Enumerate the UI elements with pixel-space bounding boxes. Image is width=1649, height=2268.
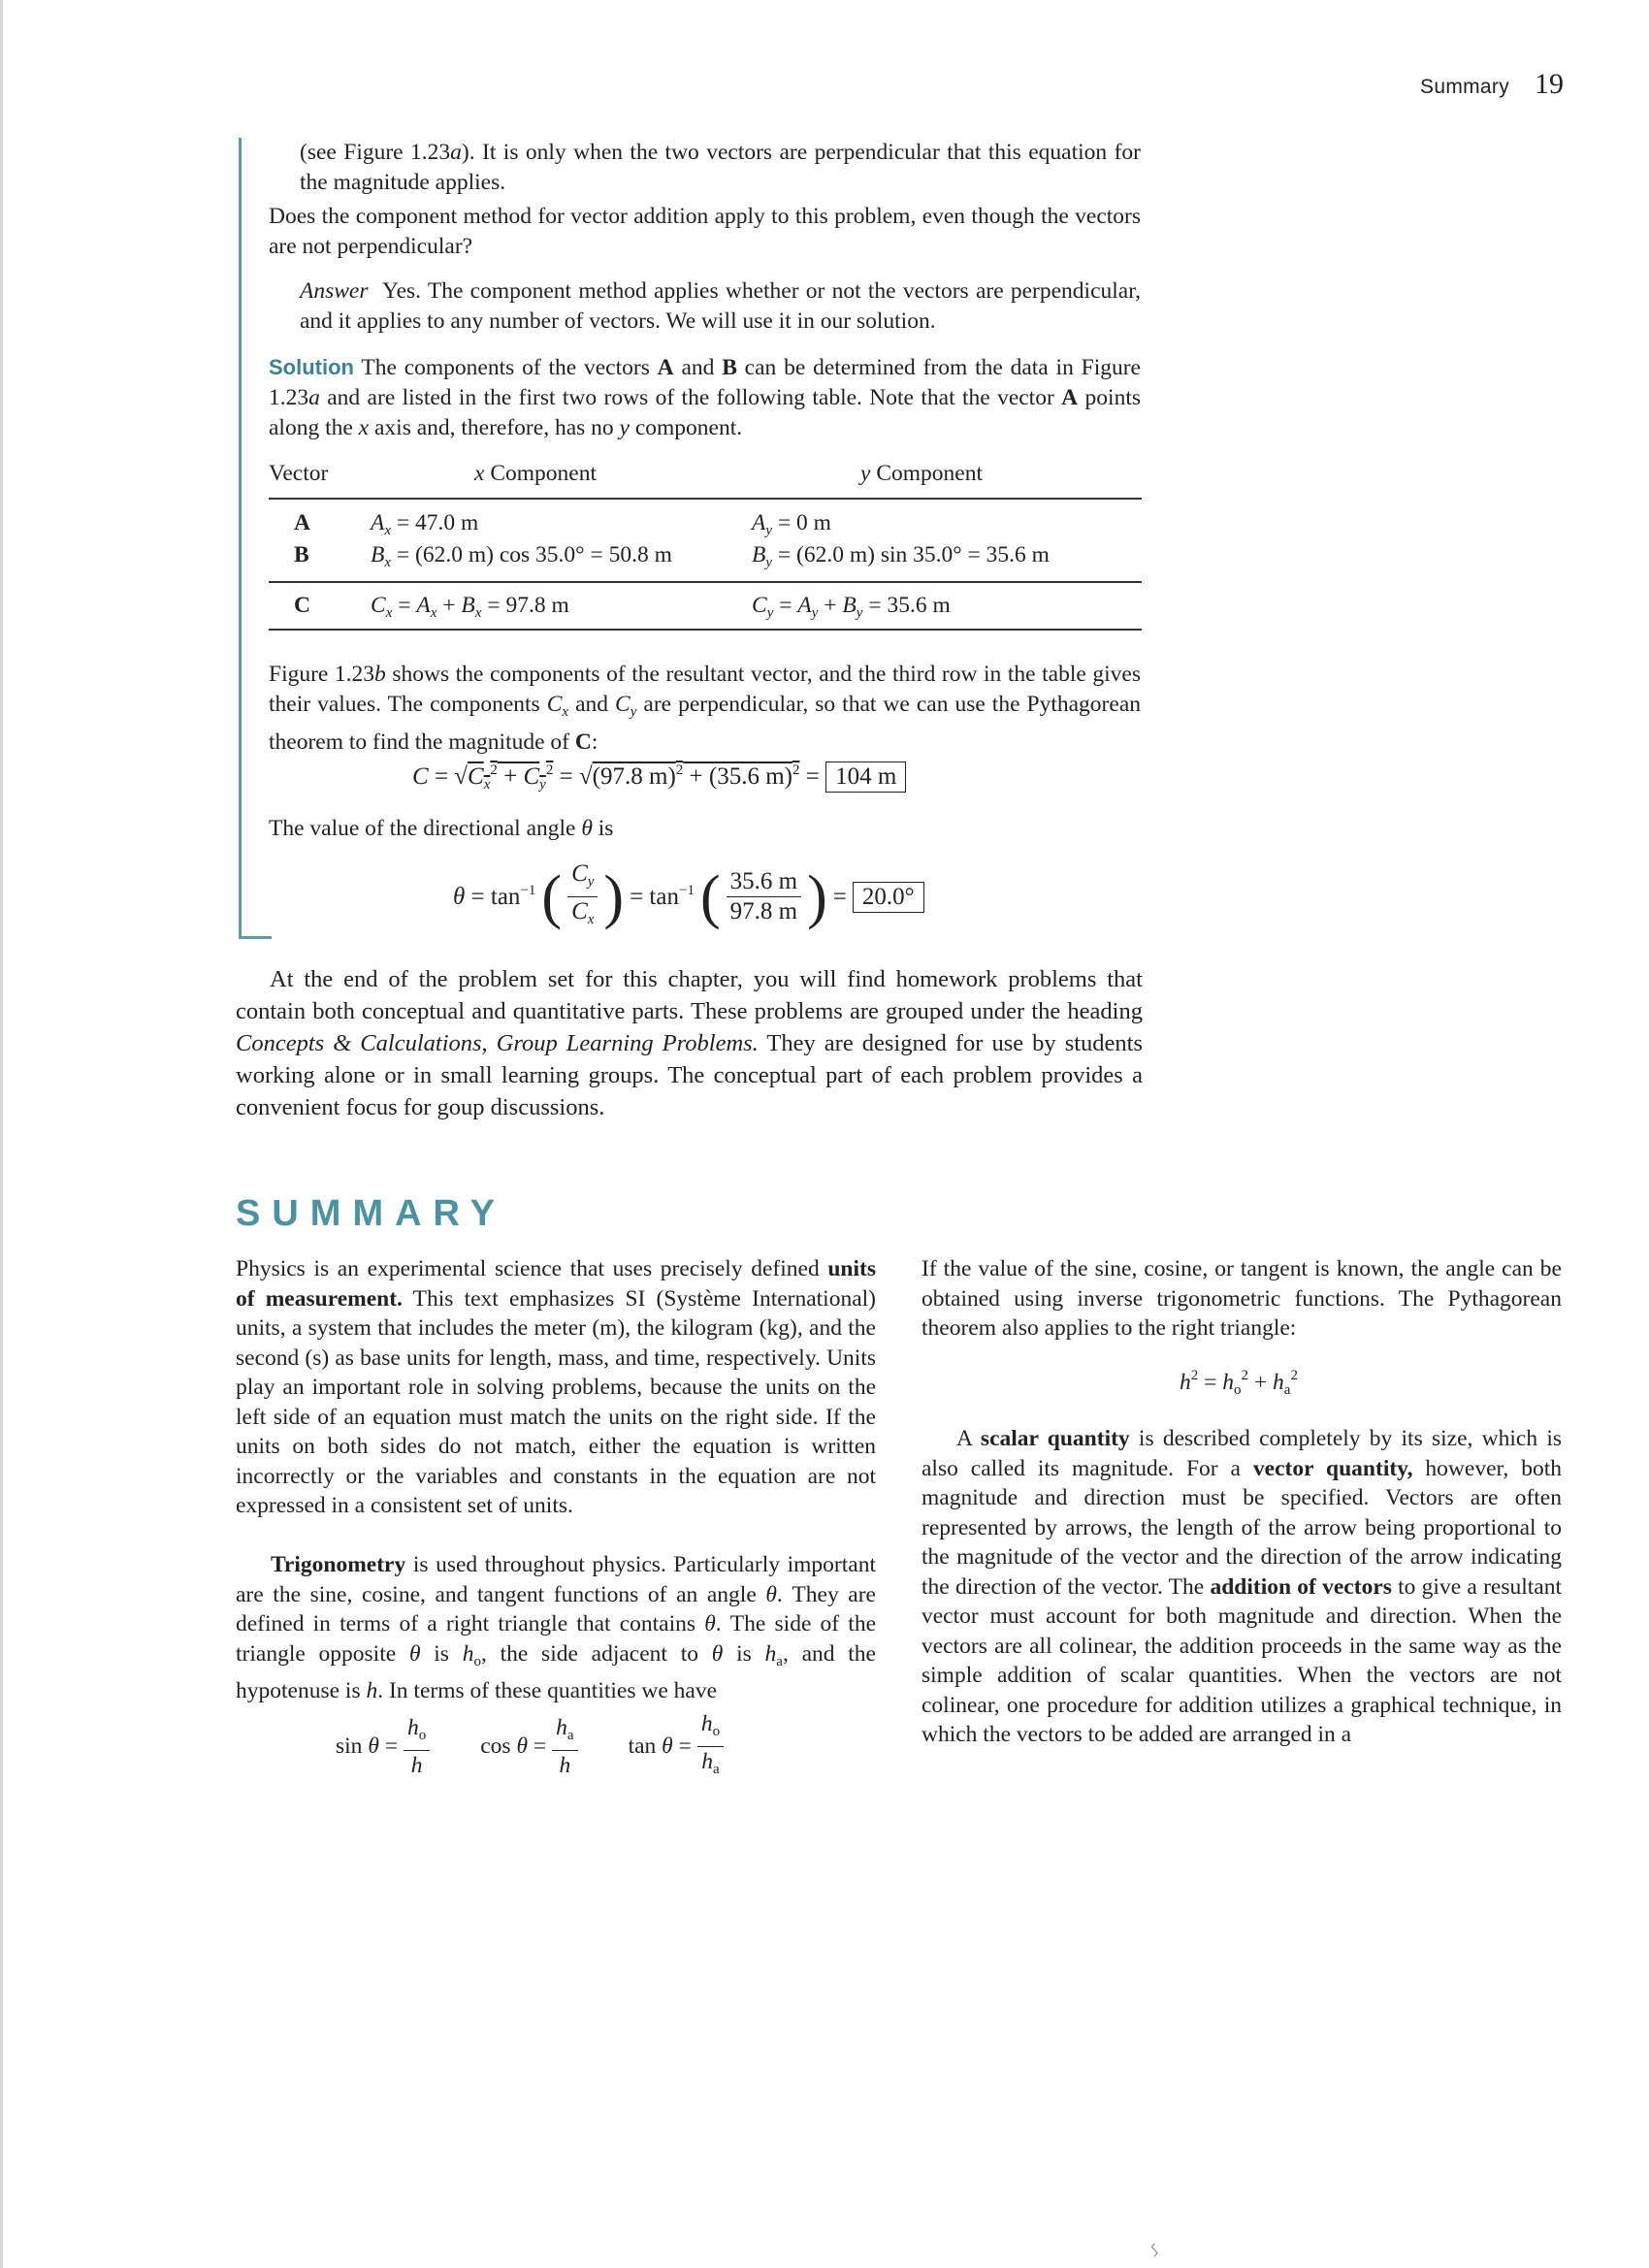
example-rule-end <box>239 936 272 939</box>
tangent-equation: tan θ = $\frac{h_o}{h_a}$ <box>629 1709 725 1784</box>
figure-paragraph: Figure 1.23b shows the components of the resultant vector, and the third row in the table gives their values. The components $C_x$ and $C_y$ are perpendicular, so that we can use the Pythagorean theorem to find the magnitude of C: <box>269 662 1141 755</box>
scan-speck: ᛊ <box>1149 2241 1160 2260</box>
magnitude-result: 104 m <box>825 761 906 793</box>
summary-heading: SUMMARY <box>236 1193 506 1234</box>
table-cell-y: $C_y = A_y + B_y = 35.6$ m <box>752 593 951 621</box>
table-header-y: y Component <box>860 461 983 486</box>
running-header <box>1420 68 1564 101</box>
example-question: Does the component method for vector addition apply to this problem, even though the vectors are not perpendicular? <box>269 204 1141 259</box>
table-cell-y: $B_y = (62.0$ m) sin 35.0° = 35.6 m <box>752 542 1050 570</box>
cosine-equation: cos θ = $\frac{h_a}{h}$ <box>480 1713 577 1780</box>
example-continuation: (see Figure 1.23a). It is only when the two vectors are perpendicular that this equation for the magnitude applies. <box>300 140 1141 195</box>
fraction-cy-cx: $\frac{C_y}{C_x}$ <box>567 859 598 934</box>
example-answer: Answer Yes. The component method applies whether or not the vectors are perpendicular, and it applies to any number of vectors. We will use it in our solution. <box>300 278 1141 334</box>
closing-paragraph: At the end of the problem set for this chapter, you will find homework problems that contain both conceptual and quantitative parts. These problems are grouped under the heading Concepts & Calculations, Group Learning Problems. They are designed for use by students working alone or in small learning groups. The conceptual part of each problem provides a convenient focus for goup discussions. <box>236 966 1143 1120</box>
page-number: 19 <box>1535 68 1564 100</box>
table-rule-bottom <box>269 629 1142 631</box>
table-header-vector: Vector <box>269 461 329 486</box>
angle-equation: $\theta = \tan^{-1}$ ( $\frac{C_y}{C_x}$ ) = $\tan^{-1}$ ( $\frac{35.6 m}{97.8 m}$ ) = 20.0° <box>453 859 924 934</box>
summary-left-p1: Physics is an experimental science that uses precisely defined units of measurement. This text emphasizes SI (Système International) units, a system that includes the meter (m), the kilogram (kg), and the second (s) as base units for length, mass, and time, respectively. Units play an important role in solving problems, because the units on the left side of an equation must match the units on the right side. If the units on both sides do not match, either the equation is written incorrectly or the variables and constants in the equation are not expressed in a consistent set of units. <box>236 1256 876 1518</box>
magnitude-equation: $C = √C_x^2 + C_y^2 = √(97.8$ m)$^2$ + (35.6 m)$^2$ = 104 m <box>412 761 906 794</box>
section-title: Summary <box>1420 76 1509 98</box>
table-cell-x: $C_x = A_x + B_x = 97.8$ m <box>371 593 569 621</box>
pythagorean-equation: $h^2 = h_o^2 + h_a^2$ <box>1180 1368 1298 1398</box>
sine-equation: sin θ = $\frac{h_o}{h}$ <box>336 1713 430 1780</box>
trig-equations <box>336 1709 724 1784</box>
fraction-values: $\frac{35.6 m}{97.8 m}$ <box>727 867 801 926</box>
summary-right-p1: If the value of the sine, cosine, or tangent is known, the angle can be obtained using inverse trigonometric functions. The Pythagorean theorem also applies to the right triangle: <box>922 1256 1562 1341</box>
example-solution: Solution The components of the vectors A and B can be determined from the data in Figure 1.23a and are listed in the first two rows of the following table. Note that the vector A points along the x axis and, therefore, has no y component. <box>269 355 1141 440</box>
table-rule-top <box>269 498 1142 500</box>
angle-result: 20.0° <box>853 882 924 913</box>
table-cell-vector: A <box>294 510 310 535</box>
table-cell-x: $A_x = 47.0$ m <box>371 510 479 538</box>
summary-right-p2: A scalar quantity is described completely by its size, which is also called its magnitude. For a vector quantity, however, both magnitude and direction must be specified. Vectors are often represented by arrows, the length of the arrow being proportional to the magnitude of the vector and the direction of the arrow indicating the direction of the vector. The addition of vectors to give a resultant vector must account for both magnitude and direction. When the vectors are all colinear, the addition proceeds in the same way as the simple addition of scalar quantities. When the vectors are not colinear, one procedure for addition utilizes a graphical technique, in which the vectors to be added are arranged in a <box>922 1426 1562 1747</box>
angle-intro: The value of the directional angle θ is <box>269 816 614 841</box>
table-header-x: x Component <box>474 461 597 486</box>
summary-left-p2: Trigonometry is used throughout physics. Particularly important are the sine, cosine, and tangent functions of an angle θ. They are defined in terms of a right triangle that contains θ. The side of the triangle opposite θ is $h_o$, the side adjacent to θ is $h_a$, and the hypotenuse is h. In terms of these quantities we have <box>236 1552 876 1703</box>
table-cell-x: $B_x = (62.0$ m) cos 35.0° = 50.8 m <box>371 542 672 570</box>
table-cell-y: $A_y = 0$ m <box>752 510 831 538</box>
table-rule-mid <box>269 581 1142 583</box>
table-cell-vector: C <box>294 593 310 618</box>
scan-edge <box>0 0 3 2268</box>
example-rule <box>239 138 242 938</box>
table-cell-vector: B <box>294 542 309 567</box>
